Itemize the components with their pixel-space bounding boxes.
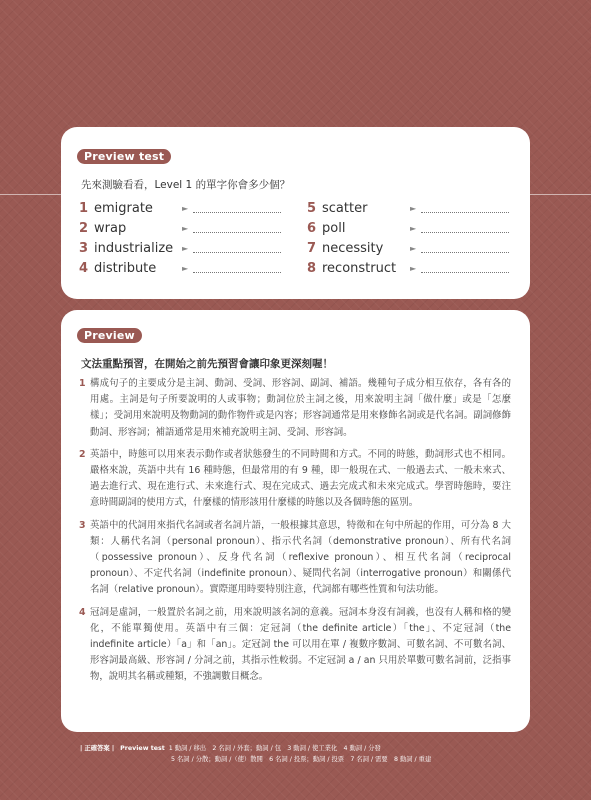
arrow-right-icon: ►: [182, 264, 189, 273]
preview-label: Preview: [77, 328, 142, 343]
vocab-column-left: [79, 199, 304, 279]
note-text: 英語中的代詞用來指代名詞或者名詞片語，一般根據其意思，特徵和在句中所起的作用，可分為 8 大類：人稱代名詞（personal pronoun）、指示代名詞（demonstrative pronoun）、所有代名詞（possessive pronoun）、反身代名詞（reflexive pronoun）、相互代名詞（reciprocal pronoun）、不定代名詞（indefinite pronoun）、疑問代名詞（interrogative pronoun）和關係代名詞（relative pronoun）。實際運用時要特別注意，代詞都有哪些性質和句法功能。: [90, 519, 511, 596]
vocab-word: necessity: [322, 241, 384, 256]
note-number: 2: [79, 448, 86, 460]
answer-key: [80, 743, 550, 765]
vocab-word: scatter: [322, 201, 368, 216]
grammar-note: [79, 605, 511, 686]
vocab-number: 8: [307, 261, 317, 276]
vocab-number: 3: [79, 241, 89, 256]
grammar-note: [79, 447, 511, 512]
note-number: 3: [79, 519, 86, 531]
arrow-right-icon: ►: [410, 224, 417, 233]
vocab-number: 2: [79, 221, 89, 236]
vocab-word: poll: [322, 221, 346, 236]
arrow-right-icon: ►: [410, 244, 417, 253]
vocab-item: [79, 239, 304, 259]
note-number: 1: [79, 378, 86, 389]
vocab-column-right: [307, 199, 532, 279]
preview-card: [61, 310, 530, 732]
grammar-note: [79, 518, 511, 599]
vocab-word: distribute: [94, 261, 157, 276]
answer-key-section: Preview test: [120, 745, 165, 752]
answer-blank: [193, 212, 281, 213]
arrow-right-icon: ►: [182, 244, 189, 253]
answer-blank: [193, 272, 281, 273]
preview-test-intro: 先來測驗看看，Level 1 的單字你會多少個？: [81, 179, 291, 191]
arrow-right-icon: ►: [182, 204, 189, 213]
vocab-item: [79, 259, 304, 279]
vocab-item: [79, 219, 304, 239]
answer-blank: [193, 252, 281, 253]
answer-blank: [421, 232, 509, 233]
preview-test-label: Preview test: [77, 149, 171, 164]
answer-blank: [421, 272, 509, 273]
vocab-number: 1: [79, 201, 89, 216]
vocab-item: [79, 199, 304, 219]
grammar-note: [79, 376, 511, 441]
preview-test-card: [61, 127, 530, 299]
note-text: 英語中，時態可以用來表示動作或者狀態發生的不同時間和方式。不同的時態，動詞形式也不相同。嚴格來說，英語中共有 16 種時態，但最常用的有 9 種，即一般現在式、一般過去式、一般未來式、過去進行式、現在進行式、未來進行式、現在完成式、過去完成式和未來完成式。學習時態時，要注意時間副詞的使用方式，什麼樣的情形該用什麼樣的時態以及各個時態的區別。: [90, 448, 511, 509]
vocab-number: 5: [307, 201, 317, 216]
answer-key-row: [80, 743, 550, 754]
preview-intro: 文法重點預習，在開始之前先預習會讓印象更深刻喔！: [81, 358, 333, 370]
vocab-word: emigrate: [94, 201, 153, 216]
vocab-number: 7: [307, 241, 317, 256]
answer-key-label: | 正確答案 |: [80, 745, 115, 752]
answer-key-text: 1 動詞 / 移出 2 名詞 / 外套；動詞 / 包 3 動詞 / 使工業化 4 動詞 / 分發: [168, 745, 381, 752]
answer-blank: [421, 252, 509, 253]
arrow-right-icon: ►: [410, 264, 417, 273]
answer-key-row: [80, 754, 550, 765]
arrow-right-icon: ►: [410, 204, 417, 213]
vocab-number: 6: [307, 221, 317, 236]
vocab-item: [307, 199, 532, 219]
answer-key-text: 5 名詞 / 分散；動詞 /（使）散開 6 名詞 / 投票；動詞 / 投票 7 名詞 / 需要 8 動詞 / 重建: [171, 756, 432, 763]
answer-blank: [193, 232, 281, 233]
vocab-item: [307, 239, 532, 259]
vocab-word: industrialize: [94, 241, 174, 256]
vocab-item: [307, 219, 532, 239]
note-number: 4: [79, 606, 86, 618]
arrow-right-icon: ►: [182, 224, 189, 233]
answer-blank: [421, 212, 509, 213]
vocab-number: 4: [79, 261, 89, 276]
vocab-word: wrap: [94, 221, 127, 236]
vocab-item: [307, 259, 532, 279]
note-text: 構成句子的主要成分是主詞、動詞、受詞、形容詞、副詞、補語。幾種句子成分相互依存，各有各的用處。主詞是句子所要說明的人或事物；動詞位於主詞之後，用來說明主詞「做什麼」或是「怎麼樣」；受詞用來說明及物動詞的動作物件或是內容；形容詞通常是用來修飾名詞或是代名詞。副詞修飾動詞、形容詞；補語通常是用來補充說明主詞、受詞、形容詞。: [90, 378, 511, 438]
grammar-notes: [79, 376, 511, 692]
vocab-word: reconstruct: [322, 261, 397, 276]
note-text: 冠詞是虛詞，一般置於名詞之前，用來說明該名詞的意義。冠詞本身沒有詞義，也沒有人稱和格的變化，不能單獨使用。英語中有三個：定冠詞（the definite article）「the」、不定冠詞（the indefinite article）「a」和「an」。定冠詞 the 可以用在單 / 複數序數詞、可數名詞、不可數名詞、形容詞最高級、形容詞 / 分詞之前，其指示性較弱。不定冠詞 a / an 只用於單數可數名詞前，泛指事物，說明其名稱或種類，不強調數目概念。: [90, 606, 511, 683]
